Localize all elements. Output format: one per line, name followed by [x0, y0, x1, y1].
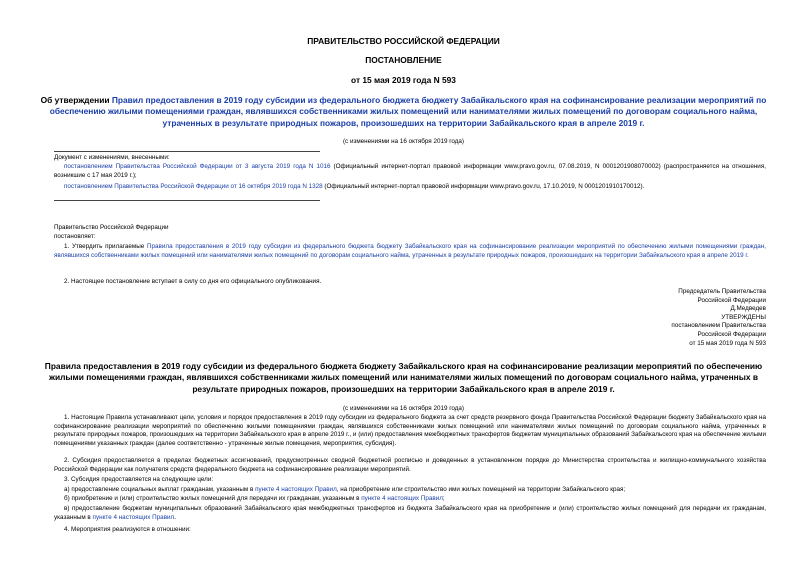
approval-by: постановлением Правительства — [671, 322, 766, 330]
document-date-number: от 15 мая 2019 года N 593 — [351, 75, 456, 85]
rules-paragraph-4: 4. Мероприятия реализуются в отношении: — [64, 526, 191, 533]
document-title — [30, 95, 777, 129]
amendment-item-2: постановлением Правительства Российской Федерации от 16 октября 2019 года N 1328 (Официальный интернет-портал правовой информации www.pravo.gov.ru, 17.10.2019, N 0001201910170012). — [64, 183, 645, 190]
signature-block — [500, 288, 766, 348]
rules-title: Правила предоставления в 2019 году субсидии из федерального бюджета бюджету Забайкальского края на софинансирование реализации мероприятий по обеспечению жилыми помещениями граждан, являвшихся собственниками жилых помещений или нанимателями жилых помещений по договорам социального найма, утраченных в результате природных пожаров, произошедших на территории Забайкальского края в апреле 2019 г. — [44, 361, 763, 394]
divider-bottom — [54, 200, 320, 201]
rules-paragraph-3b: б) приобретение и (или) строительство жилых помещений для передачи их гражданам, указанным в пункте 4 настоящих Правил; — [64, 495, 445, 502]
government-heading: ПРАВИТЕЛЬСТВО РОССИЙСКОЙ ФЕДЕРАЦИИ — [307, 36, 500, 46]
signature-name: Д.Медведев — [730, 305, 766, 313]
point-4-link-c[interactable]: пункте 4 настоящих Правил — [92, 513, 175, 521]
document-type: ПОСТАНОВЛЕНИЕ — [365, 55, 442, 65]
signature-org: Российской Федерации — [697, 296, 766, 304]
decree-subject: Правительство Российской Федерации — [54, 224, 169, 231]
decree-verb: постановляет: — [54, 233, 96, 240]
approval-date: от 15 мая 2019 года N 593 — [689, 339, 766, 347]
approval-org: Российской Федерации — [697, 330, 766, 338]
title-rules-link[interactable]: Правил предоставления в 2019 году субсидии из федерального бюджета бюджету Забайкальского края на софинансирование реализации мероприятий по обеспечению жилыми помещениями граждан, являвшихся собственниками жилых помещений или нанимателями жилых помещений по договорам социального найма, утраченных в результате природных пожаров, произошедших на территории Забайкальского края в апреле 2019 г. — [49, 95, 767, 128]
point-4-link-b[interactable]: пункте 4 настоящих Правил — [361, 495, 443, 502]
signature-position: Председатель Правительства — [678, 288, 766, 295]
amendment-item-1: постановлением Правительства Российской Федерации от 3 августа 2019 года N 1016 (Официальный интернет-портал правовой информации www.pravo.gov.ru, 07.08.2019, N 0001201908070002) (распространяется на отношения, возникшие с 17 мая 2019 г.); — [54, 163, 766, 179]
point-4-link-a[interactable]: пункте 4 настоящих Правил — [255, 486, 337, 493]
approval-heading: УТВЕРЖДЕНЫ — [721, 313, 766, 321]
decree-rules-link[interactable]: Правила предоставления в 2019 году субсидии из федерального бюджета бюджету Забайкальского края на софинансирование реализации мероприятий по обеспечению жилыми помещениями граждан, являвшихся собственниками жилых помещений или нанимателями жилых помещений по договорам социального найма, утраченных в результате природных пожаров, произошедших на территории Забайкальского края в апреле 2019 г. — [54, 243, 766, 259]
amendment-1-link[interactable]: постановлением Правительства Российской Федерации от 3 августа 2019 года N 1016 — [64, 163, 331, 170]
rules-paragraph-1: 1. Настоящие Правила устанавливают цели, условия и порядок предоставления в 2019 году субсидии из федерального бюджета за счет средств резервного фонда Правительства Российской Федерации бюджету Забайкальского края на софинансирование реализации мероприятий по обеспечению жилыми помещениями граждан, являвшихся собственниками жилых помещений или нанимателями жилых помещений по договорам социального найма, утраченных в результате природных пожаров, произошедших на территории Забайкальского края в апреле 2019 г., и (или) предоставления межбюджетных трансфертов бюджетам муниципальных образований Забайкальского края на обеспечение жилыми помещениями указанных граждан (далее соответственно - утраченные жилые помещения, мероприятия, субсидия). — [54, 414, 766, 447]
title-prefix: Об утверждении — [40, 95, 112, 105]
decree-paragraph-2: 2. Настоящее постановление вступает в силу со дня его официального опубликования. — [64, 278, 322, 285]
decree-paragraph-1: 1. Утвердить прилагаемые Правила предоставления в 2019 году субсидии из федерального бюджета бюджету Забайкальского края на софинансирование реализации мероприятий по обеспечению жилыми помещениями граждан, являвшихся собственниками жилых помещений или нанимателями жилых помещений по договорам социального найма, утраченных в результате природных пожаров, произошедших на территории Забайкальского края в апреле 2019 г. — [54, 243, 766, 259]
divider-top — [54, 151, 320, 152]
title-revision-note: (с изменениями на 16 октября 2019 года) — [342, 138, 465, 145]
rules-paragraph-2: 2. Субсидия предоставляется в пределах бюджетных ассигнований, предусмотренных сводной бюджетной росписью и доведенных в установленном порядке до Министерства строительства и жилищно-коммунального хозяйства Российской Федерации как получателя средств федерального бюджета на софинансирование реализации мероприятий. — [54, 457, 766, 473]
rules-revision-note: (с изменениями на 16 октября 2019 года) — [342, 405, 465, 412]
rules-paragraph-3a: а) предоставление социальных выплат гражданам, указанным в пункте 4 настоящих Правил, на приобретение или строительство ими жилых помещений на территории Забайкальского края; — [64, 486, 626, 493]
amendments-intro: Документ с изменениями, внесенными: — [54, 154, 170, 161]
amendment-2-link[interactable]: постановлением Правительства Российской Федерации от 16 октября 2019 года N 1328 — [64, 183, 323, 190]
rules-paragraph-3c: в) предоставление бюджетам муниципальных образований Забайкальского края межбюджетных трансфертов из бюджета Забайкальского края на приобретение и (или) строительство жилых помещений для передачи их гражданам, указанным в пункте 4 настоящих Правил. — [54, 505, 766, 521]
rules-paragraph-3: 3. Субсидия предоставляется на следующие цели: — [64, 476, 214, 483]
